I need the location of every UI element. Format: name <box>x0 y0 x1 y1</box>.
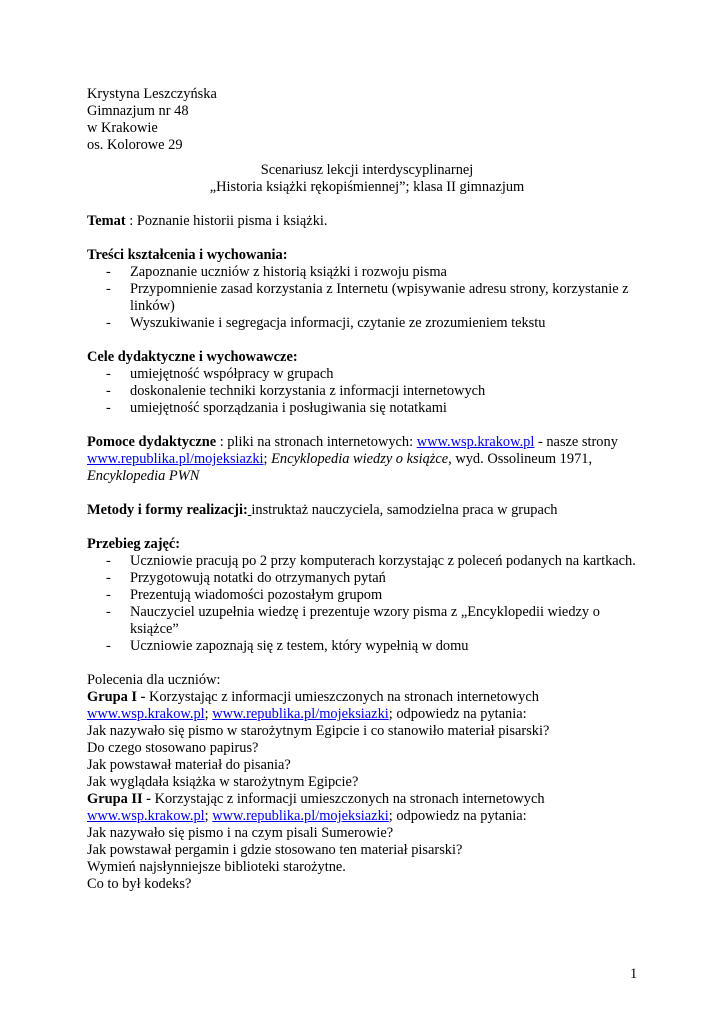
cele-list <box>87 366 647 417</box>
question: Co to był kodeks? <box>87 876 192 892</box>
link-republika[interactable]: www.republika.pl/mojeksiazki <box>87 451 264 467</box>
list-item: - umiejętność współpracy w grupach <box>130 366 647 383</box>
list-item: - doskonalenie techniki korzystania z informacji internetowych <box>130 383 647 400</box>
question: Wymień najsłynniejsze biblioteki starożytne. <box>87 859 346 875</box>
temat-text: : Poznanie historii pisma i książki. <box>125 213 328 229</box>
link-republika[interactable]: www.republika.pl/mojeksiazki <box>212 706 389 722</box>
page-number: 1 <box>630 966 638 982</box>
temat-line <box>87 213 647 230</box>
document-body <box>87 86 647 893</box>
grupa-1-links: www.wsp.krakow.pl; www.republika.pl/mojeksiazki; odpowiedz na pytania: <box>87 706 527 722</box>
school-name: Gimnazjum nr 48 <box>87 103 189 119</box>
school-city: w Krakowie <box>87 120 158 136</box>
link-wsp-krakow[interactable]: www.wsp.krakow.pl <box>87 808 205 824</box>
list-item: - Uczniowie zapoznają się z testem, który wypełnią w domu <box>130 638 647 655</box>
polecenia-heading: Polecenia dla uczniów: <box>87 672 221 688</box>
link-republika[interactable]: www.republika.pl/mojeksiazki <box>212 808 389 824</box>
grupa-1-intro: Grupa I - Korzystając z informacji umieszczonych na stronach internetowych <box>87 689 539 705</box>
author-name: Krystyna Leszczyńska <box>87 86 217 102</box>
grupa-2-label: Grupa II - <box>87 791 155 807</box>
question: Do czego stosowano papirus? <box>87 740 259 756</box>
pomoce-label: Pomoce dydaktyczne <box>87 434 217 450</box>
question: Jak powstawał pergamin i gdzie stosowano ten materiał pisarski? <box>87 842 463 858</box>
przebieg-list <box>87 553 647 655</box>
link-wsp-krakow[interactable]: www.wsp.krakow.pl <box>416 434 535 450</box>
cele-heading: Cele dydaktyczne i wychowawcze: <box>87 349 298 365</box>
list-item: - umiejętność sporządzania i posługiwania się notatkami <box>130 400 647 417</box>
przebieg-heading: Przebieg zajęć: <box>87 536 181 552</box>
grupa-2-links: www.wsp.krakow.pl; www.republika.pl/mojeksiazki; odpowiedz na pytania: <box>87 808 527 824</box>
list-item: - Wyszukiwanie i segregacja informacji, czytanie ze zrozumieniem tekstu <box>130 315 647 332</box>
list-item: - Uczniowie pracują po 2 przy komputerach korzystając z poleceń podanych na kartkach. <box>130 553 647 570</box>
question: Jak powstawał materiał do pisania? <box>87 757 291 773</box>
question: Jak wyglądała książka w starożytnym Egipcie? <box>87 774 359 790</box>
list-item: - Nauczyciel uzupełnia wiedzę i prezentuje wzory pisma z „Encyklopedii wiedzy o książce” <box>130 604 647 638</box>
document-title: Scenariusz lekcji interdyscyplinarnej <box>260 162 474 178</box>
grupa-1-label: Grupa I - <box>87 689 149 705</box>
link-wsp-krakow[interactable]: www.wsp.krakow.pl <box>87 706 205 722</box>
question: Jak nazywało się pismo w starożytnym Egipcie i co stanowiło materiał pisarski? <box>87 723 550 739</box>
tresci-list <box>87 264 647 332</box>
list-item: - Prezentują wiadomości pozostałym grupom <box>130 587 647 604</box>
list-item: - Przygotowują notatki do otrzymanych pytań <box>130 570 647 587</box>
school-address: os. Kolorowe 29 <box>87 137 183 153</box>
document-subtitle: „Historia książki rękopiśmiennej”; klasa II gimnazjum <box>209 179 525 195</box>
grupa-2-intro: Grupa II - Korzystając z informacji umieszczonych na stronach internetowych <box>87 791 545 807</box>
temat-label: Temat <box>87 213 126 229</box>
list-item: - Zapoznanie uczniów z historią książki i rozwoju pisma <box>130 264 647 281</box>
pomoce-paragraph: Pomoce dydaktyczne : pliki na stronach internetowych: www.wsp.krakow.pl - nasze strony www.republika.pl/mojeksiazki; Encyklopedia wiedzy o książce, wyd. Ossolineum 1971, Encyklopedia PWN <box>87 434 618 484</box>
tresci-heading: Treści kształcenia i wychowania: <box>87 247 288 263</box>
list-item: - Przypomnienie zasad korzystania z Internetu (wpisywanie adresu strony, korzystanie z linków) <box>130 281 647 315</box>
metody-label: Metody i formy realizacji: <box>87 502 248 518</box>
question: Jak nazywało się pismo i na czym pisali Sumerowie? <box>87 825 394 841</box>
metody-paragraph: Metody i formy realizacji: instruktaż nauczyciela, samodzielna praca w grupach <box>87 502 558 518</box>
